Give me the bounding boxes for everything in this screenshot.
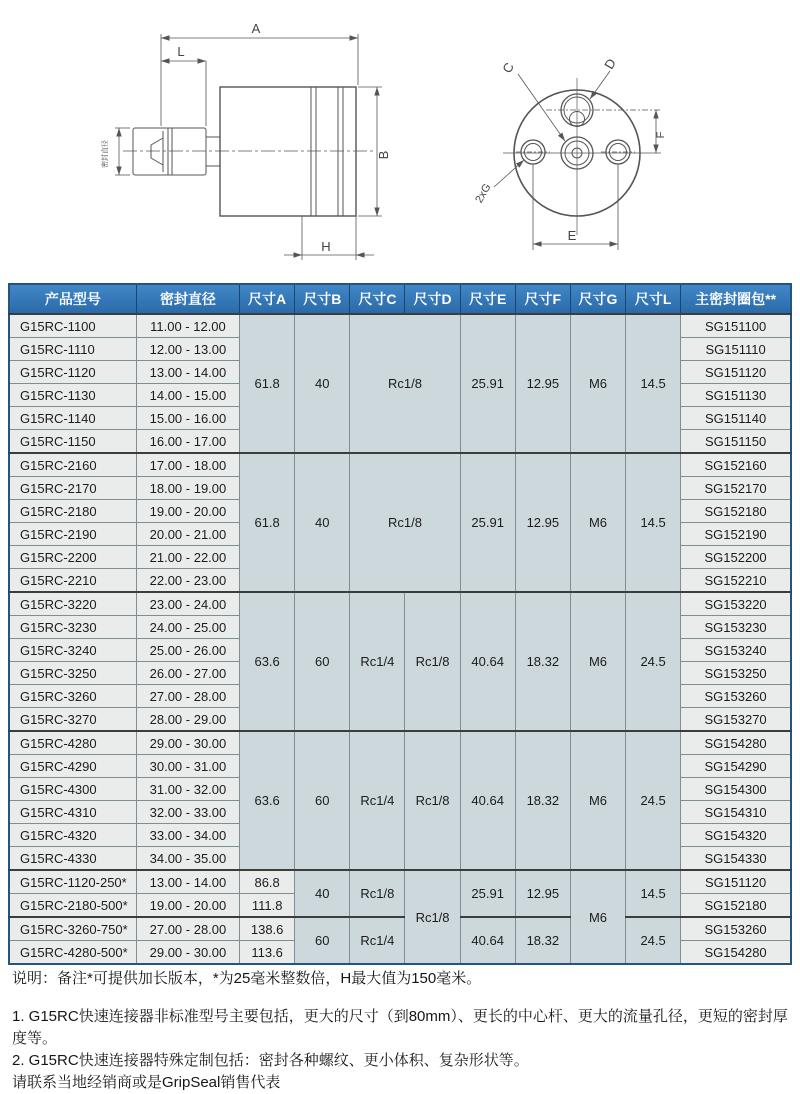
table-cell: 32.00 - 33.00: [136, 801, 239, 824]
table-row: [9, 731, 791, 755]
table-cell: 20.00 - 21.00: [136, 523, 239, 546]
table-cell: 14.5: [626, 870, 681, 917]
table-cell: 12.95: [515, 314, 570, 453]
dim-label-B: B: [376, 150, 391, 160]
dim-label-seal-diameter: 密封直径: [102, 140, 109, 168]
table-cell: SG153260: [681, 685, 791, 708]
spec-table: [8, 283, 792, 965]
table-cell: M6: [570, 592, 625, 731]
table-cell: Rc1/4: [350, 592, 405, 731]
table-cell: 18.32: [515, 592, 570, 731]
table-cell: M6: [570, 870, 625, 964]
dim-label-F: F: [655, 131, 667, 139]
table-cell: 40: [295, 314, 350, 453]
table-cell: 61.8: [240, 314, 295, 453]
table-cell: 14.5: [626, 314, 681, 453]
table-cell: 24.00 - 25.00: [136, 616, 239, 639]
table-cell: G15RC-4280-500*: [9, 941, 136, 965]
dim-label-C: C: [499, 59, 517, 76]
technical-drawings: [0, 0, 800, 280]
table-cell: 27.00 - 28.00: [136, 917, 239, 941]
table-cell: SG151150: [681, 430, 791, 454]
dim-label-E: E: [567, 228, 577, 243]
table-cell: G15RC-2180: [9, 500, 136, 523]
table-cell: SG152170: [681, 477, 791, 500]
table-cell: G15RC-4330: [9, 847, 136, 871]
table-cell: SG154290: [681, 755, 791, 778]
table-cell: 14.5: [626, 453, 681, 592]
table-cell: SG154300: [681, 778, 791, 801]
note-item-1: 1. G15RC快速连接器非标准型号主要包括，更大的尺寸（到80mm）、更长的中心杆、更大的流量孔径，更短的密封厚度等。: [12, 1008, 788, 1047]
table-cell: G15RC-2170: [9, 477, 136, 500]
table-cell: 11.00 - 12.00: [136, 314, 239, 338]
table-cell: SG151120: [681, 870, 791, 894]
table-cell: 138.6: [240, 917, 295, 941]
table-cell: SG153230: [681, 616, 791, 639]
table-cell: 28.00 - 29.00: [136, 708, 239, 732]
table-cell: 40.64: [460, 731, 515, 870]
table-cell: G15RC-4310: [9, 801, 136, 824]
table-cell: 25.91: [460, 453, 515, 592]
table-cell: 24.5: [626, 917, 681, 964]
table-cell: SG153250: [681, 662, 791, 685]
table-cell: 40.64: [460, 917, 515, 964]
table-cell: SG151130: [681, 384, 791, 407]
table-cell: M6: [570, 314, 625, 453]
column-header: 尺寸G: [570, 284, 625, 314]
table-cell: G15RC-1110: [9, 338, 136, 361]
table-cell: 63.6: [240, 592, 295, 731]
table-cell: SG152210: [681, 569, 791, 593]
table-cell: 29.00 - 30.00: [136, 941, 239, 965]
table-cell: Rc1/8: [350, 870, 405, 917]
table-cell: 19.00 - 20.00: [136, 894, 239, 918]
table-cell: G15RC-3230: [9, 616, 136, 639]
table-cell: SG153270: [681, 708, 791, 732]
column-header: 主密封圈包**: [681, 284, 791, 314]
note-contact: 请联系当地经销商或是GripSeal销售代表: [12, 1074, 281, 1091]
table-cell: G15RC-3250: [9, 662, 136, 685]
table-cell: 23.00 - 24.00: [136, 592, 239, 616]
table-cell: 40: [295, 870, 350, 917]
table-cell: 113.6: [240, 941, 295, 965]
table-cell: 27.00 - 28.00: [136, 685, 239, 708]
table-cell: 24.5: [626, 731, 681, 870]
table-cell: G15RC-1150: [9, 430, 136, 454]
column-header: 尺寸F: [515, 284, 570, 314]
dim-label-H: H: [321, 239, 331, 254]
table-cell: G15RC-3260: [9, 685, 136, 708]
table-cell: 12.95: [515, 453, 570, 592]
table-cell: Rc1/4: [350, 731, 405, 870]
table-cell: 61.8: [240, 453, 295, 592]
table-cell: G15RC-4280: [9, 731, 136, 755]
table-cell: 18.32: [515, 917, 570, 964]
table-cell: 25.00 - 26.00: [136, 639, 239, 662]
front-view-drawing: [458, 30, 758, 268]
table-cell: G15RC-2160: [9, 453, 136, 477]
table-cell: 13.00 - 14.00: [136, 870, 239, 894]
side-view-drawing: [88, 4, 398, 274]
dim-label-L: L: [177, 44, 185, 59]
table-cell: 60: [295, 917, 350, 964]
table-cell: 30.00 - 31.00: [136, 755, 239, 778]
table-cell: 63.6: [240, 731, 295, 870]
table-cell: G15RC-3270: [9, 708, 136, 732]
table-cell: 25.91: [460, 870, 515, 917]
table-cell: M6: [570, 731, 625, 870]
table-cell: G15RC-4300: [9, 778, 136, 801]
table-cell: 19.00 - 20.00: [136, 500, 239, 523]
table-cell: SG154310: [681, 801, 791, 824]
table-cell: Rc1/8: [350, 314, 460, 453]
table-cell: G15RC-1100: [9, 314, 136, 338]
table-cell: SG153240: [681, 639, 791, 662]
table-cell: SG152160: [681, 453, 791, 477]
table-cell: M6: [570, 453, 625, 592]
table-cell: 16.00 - 17.00: [136, 430, 239, 454]
table-cell: G15RC-2210: [9, 569, 136, 593]
column-header: 尺寸E: [460, 284, 515, 314]
table-cell: 13.00 - 14.00: [136, 361, 239, 384]
table-cell: G15RC-3240: [9, 639, 136, 662]
column-header: 尺寸B: [295, 284, 350, 314]
table-cell: SG151140: [681, 407, 791, 430]
table-cell: G15RC-4290: [9, 755, 136, 778]
table-cell: SG152190: [681, 523, 791, 546]
table-cell: G15RC-1130: [9, 384, 136, 407]
table-cell: Rc1/8: [405, 731, 460, 870]
table-cell: G15RC-4320: [9, 824, 136, 847]
table-cell: SG154280: [681, 941, 791, 965]
table-cell: 40.64: [460, 592, 515, 731]
column-header: 尺寸A: [240, 284, 295, 314]
table-cell: SG151120: [681, 361, 791, 384]
notes: [12, 968, 788, 1094]
column-header: 产品型号: [9, 284, 136, 314]
dim-label-D: D: [601, 55, 619, 72]
table-cell: 29.00 - 30.00: [136, 731, 239, 755]
table-row: [9, 592, 791, 616]
table-cell: 31.00 - 32.00: [136, 778, 239, 801]
table-cell: 21.00 - 22.00: [136, 546, 239, 569]
table-row: [9, 314, 791, 338]
table-cell: SG153220: [681, 592, 791, 616]
table-cell: Rc1/8: [405, 592, 460, 731]
dim-label-A: A: [251, 21, 261, 36]
table-cell: 25.91: [460, 314, 515, 453]
table-cell: 12.00 - 13.00: [136, 338, 239, 361]
table-cell: SG154320: [681, 824, 791, 847]
table-cell: G15RC-3220: [9, 592, 136, 616]
table-cell: 40: [295, 453, 350, 592]
table-cell: Rc1/8: [350, 453, 460, 592]
table-cell: Rc1/8: [405, 870, 460, 964]
table-row: [9, 453, 791, 477]
table-cell: SG154330: [681, 847, 791, 871]
table-cell: 33.00 - 34.00: [136, 824, 239, 847]
table-cell: G15RC-2190: [9, 523, 136, 546]
table-cell: 111.8: [240, 894, 295, 918]
table-cell: G15RC-1140: [9, 407, 136, 430]
column-header: 尺寸D: [405, 284, 460, 314]
table-cell: G15RC-1120-250*: [9, 870, 136, 894]
column-header: 密封直径: [136, 284, 239, 314]
table-cell: SG152180: [681, 500, 791, 523]
table-cell: SG151100: [681, 314, 791, 338]
table-cell: 17.00 - 18.00: [136, 453, 239, 477]
spec-table-wrap: [8, 283, 792, 965]
table-cell: G15RC-2200: [9, 546, 136, 569]
table-cell: G15RC-1120: [9, 361, 136, 384]
table-cell: 34.00 - 35.00: [136, 847, 239, 871]
column-header: 尺寸C: [350, 284, 405, 314]
table-cell: SG154280: [681, 731, 791, 755]
table-cell: G15RC-3260-750*: [9, 917, 136, 941]
dim-label-2xG: 2xG: [473, 181, 494, 206]
table-row: [9, 917, 791, 941]
table-cell: 60: [295, 731, 350, 870]
table-cell: SG152200: [681, 546, 791, 569]
table-cell: 14.00 - 15.00: [136, 384, 239, 407]
table-cell: 18.32: [515, 731, 570, 870]
table-cell: Rc1/4: [350, 917, 405, 964]
table-cell: 15.00 - 16.00: [136, 407, 239, 430]
table-row: [9, 870, 791, 894]
note-line: 说明：备注*可提供加长版本，*为25毫米整数倍，H最大值为150毫米。: [12, 970, 482, 987]
table-cell: 86.8: [240, 870, 295, 894]
table-cell: 60: [295, 592, 350, 731]
table-cell: 22.00 - 23.00: [136, 569, 239, 593]
table-cell: G15RC-2180-500*: [9, 894, 136, 918]
table-cell: 24.5: [626, 592, 681, 731]
table-cell: 18.00 - 19.00: [136, 477, 239, 500]
table-cell: 12.95: [515, 870, 570, 917]
note-item-2: 2. G15RC快速连接器特殊定制包括：密封各种螺纹、更小体积、复杂形状等。: [12, 1052, 529, 1069]
table-cell: SG152180: [681, 894, 791, 918]
table-cell: 26.00 - 27.00: [136, 662, 239, 685]
table-cell: SG151110: [681, 338, 791, 361]
table-cell: SG153260: [681, 917, 791, 941]
column-header: 尺寸L: [626, 284, 681, 314]
table-row: [9, 284, 791, 314]
